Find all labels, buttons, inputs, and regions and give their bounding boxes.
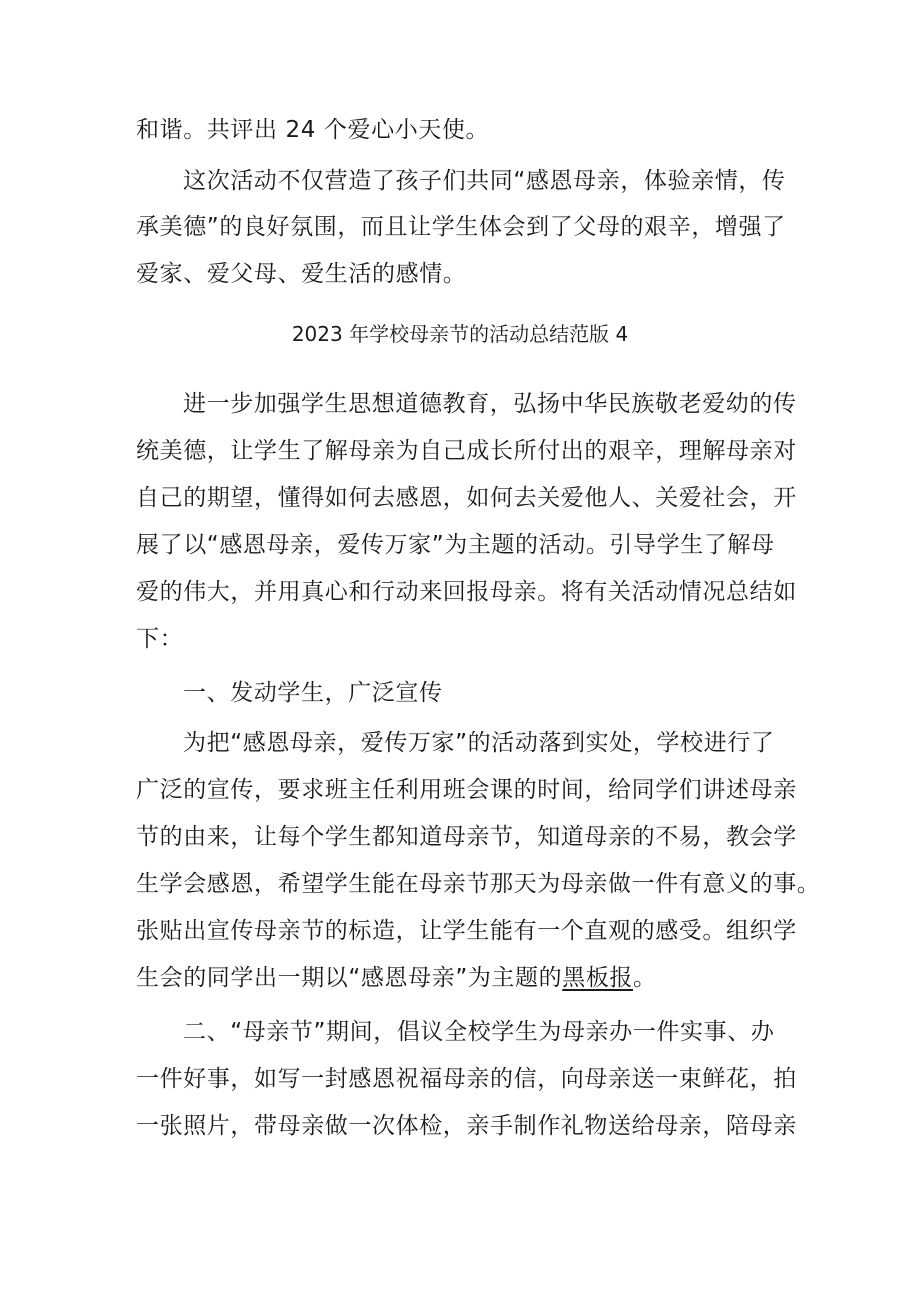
paragraph-4-line-3: 节的由来，让每个学生都知道母亲节，知道母亲的不易，教会学: [136, 824, 797, 850]
paragraph-4-line-5: 张贴出宣传母亲节的标造，让学生能有一个直观的感受。组织学: [136, 918, 797, 944]
section-title: 2023 年学校母亲节的活动总结范版 4: [291, 322, 629, 346]
paragraph-3-line-2: 统美德，让学生了解母亲为自己成长所付出的艰辛，理解母亲对: [136, 438, 797, 464]
paragraph-3-line-6: 下：: [136, 626, 184, 652]
paragraph-2-line-1: 这次活动不仅营造了孩子们共同“感恩母亲，体验亲情，传: [183, 168, 786, 194]
paragraph-4-line-4: 生学会感恩，希望学生能在母亲节那天为母亲做一件有意义的事。: [136, 871, 821, 897]
paragraph-3-line-3: 自己的期望，懂得如何去感恩，如何去关爱他人、关爱社会，开: [136, 485, 797, 511]
paragraph-2-line-2: 承美德”的良好氛围，而且让学生体会到了父母的艰辛，增强了: [136, 214, 786, 240]
paragraph-4-line-6-text: 生会的同学出一期以“感恩母亲”为主题的: [136, 965, 563, 991]
paragraph-4-line-6-end: 。: [633, 965, 657, 991]
paragraph-5-line-2: 一件好事，如写一封感恩祝福母亲的信，向母亲送一束鲜花，拍: [136, 1066, 797, 1092]
paragraph-3-line-4: 展了以“感恩母亲，爱传万家”为主题的活动。引导学生了解母: [136, 532, 775, 558]
paragraph-1-line-1: 和谐。共评出 24 个爱心小天使。: [136, 117, 490, 143]
blackboard-link[interactable]: 黑板报: [562, 965, 634, 991]
paragraph-2-line-3: 爱家、爱父母、爱生活的感情。: [136, 261, 467, 287]
paragraph-4-line-1: 为把“感恩母亲，爱传万家”的活动落到实处，学校进行了: [183, 730, 775, 756]
heading-1: 一、发动学生，广泛宣传: [183, 680, 443, 706]
paragraph-5-line-1: 二、“母亲节”期间，倡议全校学生为母亲办一件实事、办: [183, 1019, 775, 1045]
paragraph-4-line-6: [136, 964, 657, 992]
paragraph-4-line-2: 广泛的宣传，要求班主任利用班会课的时间，给同学们讲述母亲: [136, 777, 797, 803]
paragraph-3-line-5: 爱的伟大，并用真心和行动来回报母亲。将有关活动情况总结如: [136, 579, 797, 605]
paragraph-3-line-1: 进一步加强学生思想道德教育，弘扬中华民族敬老爱幼的传: [183, 391, 797, 417]
paragraph-5-line-3: 一张照片，带母亲做一次体检，亲手制作礼物送给母亲，陪母亲: [136, 1113, 797, 1139]
